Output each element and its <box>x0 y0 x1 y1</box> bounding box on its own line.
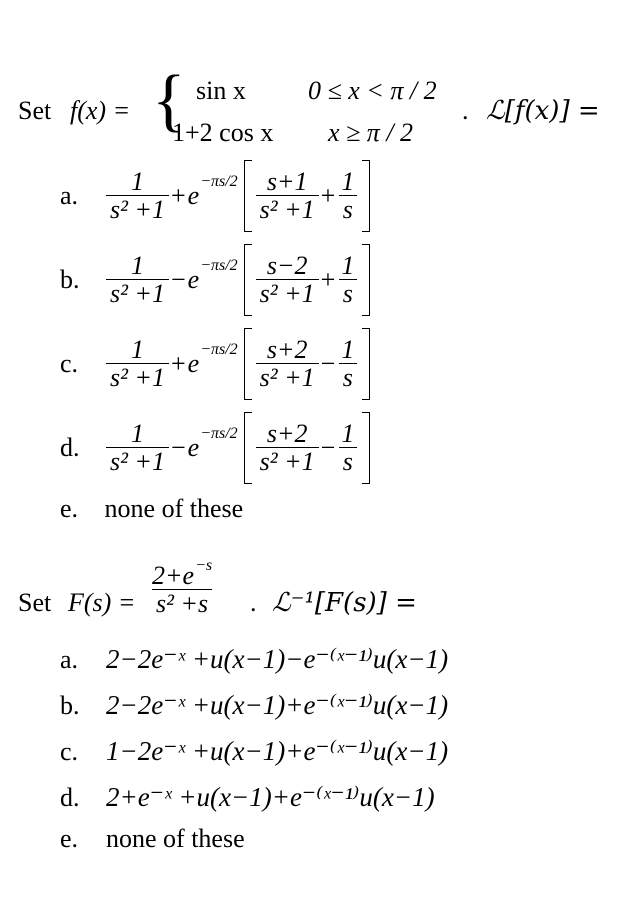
fraction-numerator: 1 <box>341 166 355 196</box>
option-text: 2−2e⁻ˣ +u(x−1)−e⁻⁽ˣ⁻¹⁾u(x−1) <box>106 644 449 674</box>
sign-1: − <box>170 265 186 294</box>
right-bracket <box>362 328 370 400</box>
option-label: d. <box>60 433 80 462</box>
q2-option-a[interactable] <box>60 644 448 675</box>
fraction-denominator: s² +1 <box>256 195 319 225</box>
fraction-numerator: 1 <box>130 334 144 364</box>
fraction-denominator: s² +1 <box>256 447 319 477</box>
q2-option-e[interactable] <box>60 824 245 854</box>
q2-intro: Set <box>18 588 52 617</box>
q2-option-b[interactable] <box>60 690 448 721</box>
option-label: b. <box>60 265 80 294</box>
fraction-denominator: s <box>339 195 357 225</box>
q1-case-1: sin x <box>196 76 246 105</box>
option-text: 1−2e⁻ˣ +u(x−1)+e⁻⁽ˣ⁻¹⁾u(x−1) <box>106 736 449 766</box>
fraction-2 <box>256 168 319 225</box>
q2-ask: ℒ⁻¹[F(s)] = <box>272 588 417 618</box>
fraction-denominator: s² +1 <box>106 279 169 309</box>
q2-dot: . <box>250 588 257 617</box>
bracket-group <box>244 328 371 400</box>
fraction-numerator: s−2 <box>266 250 308 280</box>
fraction-2 <box>256 252 319 309</box>
left-bracket <box>244 160 252 232</box>
option-label: a. <box>60 644 79 674</box>
fraction-numerator: 1 <box>130 418 144 448</box>
fraction-numerator: 1 <box>341 418 355 448</box>
q1-case-2: 1+2 cos x <box>172 118 274 147</box>
q1-option-e[interactable] <box>60 494 243 524</box>
q1-option-a[interactable] <box>60 160 370 232</box>
fraction-3 <box>337 168 358 225</box>
q1-option-b[interactable] <box>60 244 370 316</box>
q2-option-c[interactable] <box>60 736 448 767</box>
q2-function-def: F(s) = <box>68 588 136 617</box>
q1-option-e-label: e. <box>60 494 79 523</box>
fraction-denominator: s <box>339 447 357 477</box>
fraction-denominator: s² +1 <box>106 195 169 225</box>
option-label: c. <box>60 736 79 766</box>
fraction-numerator: s+2 <box>266 418 308 448</box>
sign-2: − <box>320 349 336 378</box>
exponential-base: e <box>187 265 200 294</box>
q1-dot: . <box>462 96 469 125</box>
option-text: none of these <box>106 824 245 853</box>
fraction-1 <box>106 252 169 309</box>
option-text: 2−2e⁻ˣ +u(x−1)+e⁻⁽ˣ⁻¹⁾u(x−1) <box>106 690 449 720</box>
fraction-numerator: 1 <box>341 250 355 280</box>
q1-condition-2: x ≥ π / 2 <box>328 118 414 147</box>
option-label: b. <box>60 690 80 720</box>
fraction-numerator: 1 <box>341 334 355 364</box>
fraction-1 <box>106 420 169 477</box>
sign-1: + <box>170 349 186 378</box>
fraction-3 <box>337 420 358 477</box>
q1-option-d[interactable] <box>60 412 370 484</box>
bracket-group <box>244 244 371 316</box>
sign-1: + <box>170 181 186 210</box>
q1-condition-1: 0 ≤ x < π / 2 <box>308 76 437 105</box>
fraction-numerator: s+2 <box>266 334 308 364</box>
fraction-denominator: s² +1 <box>256 279 319 309</box>
option-text: 2+e⁻ˣ +u(x−1)+e⁻⁽ˣ⁻¹⁾u(x−1) <box>106 782 435 812</box>
exponential-base: e <box>187 349 200 378</box>
sign-2: − <box>320 433 336 462</box>
q1-intro: Set <box>18 96 52 125</box>
option-label: a. <box>60 181 79 210</box>
right-bracket <box>362 412 370 484</box>
q1-function-def: f(x) = <box>70 96 131 125</box>
fraction-1 <box>106 336 169 393</box>
fraction-numerator: 1 <box>130 166 144 196</box>
fraction-2 <box>256 336 319 393</box>
exponential-exponent: −πs/2 <box>200 257 238 274</box>
exponential-exponent: −πs/2 <box>200 341 238 358</box>
exponential-base: e <box>187 181 200 210</box>
q2-option-d[interactable] <box>60 782 435 813</box>
fraction-denominator: s² +1 <box>256 363 319 393</box>
q1-option-c[interactable] <box>60 328 370 400</box>
left-bracket <box>244 328 252 400</box>
exponential-base: e <box>187 433 200 462</box>
sign-1: − <box>170 433 186 462</box>
sign-2: + <box>320 265 336 294</box>
left-bracket <box>244 412 252 484</box>
fraction-denominator: s² +1 <box>106 447 169 477</box>
bracket-group <box>244 412 371 484</box>
right-bracket <box>362 244 370 316</box>
fraction-denominator: s² +1 <box>106 363 169 393</box>
fraction-numerator: s+1 <box>266 166 308 196</box>
fraction-1 <box>106 168 169 225</box>
fraction-numerator: 1 <box>130 250 144 280</box>
left-bracket <box>244 244 252 316</box>
option-label: e. <box>60 824 79 853</box>
right-bracket <box>362 160 370 232</box>
exponential-exponent: −πs/2 <box>200 425 238 442</box>
fraction-3 <box>337 252 358 309</box>
option-label: c. <box>60 349 79 378</box>
q1-option-e-text: none of these <box>104 494 244 523</box>
q2-numerator: 2+e <box>152 561 195 590</box>
piecewise-brace: { <box>152 62 186 139</box>
fraction-3 <box>337 336 358 393</box>
q2-fraction <box>148 557 216 619</box>
q2-denominator: s² +s <box>152 589 212 619</box>
q1-ask: ℒ[f(x)] = <box>486 96 600 126</box>
exponential-exponent: −πs/2 <box>200 173 238 190</box>
fraction-denominator: s <box>339 279 357 309</box>
sign-2: + <box>320 181 336 210</box>
fraction-2 <box>256 420 319 477</box>
q2-numerator-exponent: −s <box>195 557 213 574</box>
option-label: d. <box>60 782 80 812</box>
fraction-denominator: s <box>339 363 357 393</box>
bracket-group <box>244 160 371 232</box>
